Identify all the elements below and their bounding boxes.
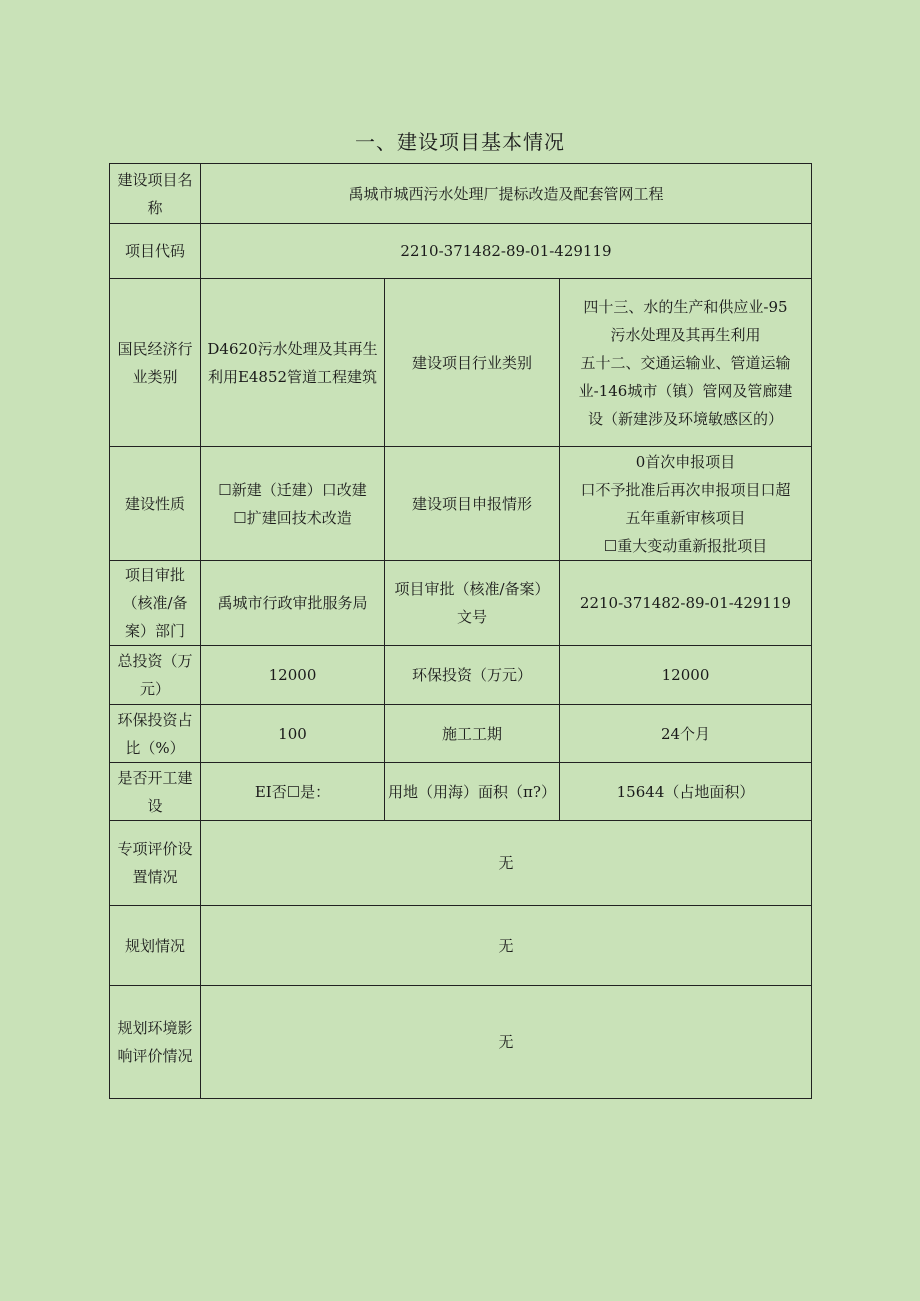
land-area-value: 15644（占地面积） [560,763,812,821]
env-investment-label: 环保投资（万元） [385,646,560,705]
row-investment [110,646,812,705]
row-special-eval [110,821,812,906]
industry-value: D4620污水处理及其再生利用E4852管道工程建筑 [201,279,385,447]
planning-eia-value: 无 [201,986,812,1099]
nature-value [201,447,385,561]
env-ratio-value: 100 [201,705,385,763]
industry-label: 国民经济行业类别 [110,279,201,447]
planning-eia-label: 规划环境影响评价情况 [110,986,201,1099]
declaration-option-line: 五年重新审核项目 [625,508,746,527]
nature-option-line: ☐新建（迁建）口改建 [218,480,367,499]
row-industry [110,279,812,447]
industry-category-line: 四十三、水的生产和供应业-95 [583,297,788,316]
industry-category-label: 建设项目行业类别 [385,279,560,447]
special-eval-label: 专项评价设置情况 [110,821,201,906]
started-value: EI否☐是： [201,763,385,821]
nature-label: 建设性质 [110,447,201,561]
declaration-option-line: 0首次申报项目 [635,452,736,471]
env-ratio-label: 环保投资占比（%） [110,705,201,763]
row-approval [110,561,812,646]
planning-value: 无 [201,906,812,986]
project-name-value: 禹城市城西污水处理厂提标改造及配套管网工程 [201,164,812,224]
section-title: 一、建设项目基本情况 [355,130,565,154]
declaration-value [560,447,812,561]
approval-number-label: 项目审批（核准/备案）文号 [385,561,560,646]
row-planning-eia [110,986,812,1099]
approval-dept-label: 项目审批（核准/备案）部门 [110,561,201,646]
declaration-label: 建设项目申报情形 [385,447,560,561]
construction-period-value: 24个月 [560,705,812,763]
special-eval-value: 无 [201,821,812,906]
project-info-table [109,163,812,1099]
declaration-option-line: 口不予批准后再次申报项目口超 [580,480,791,499]
industry-category-line: 污水处理及其再生利用 [610,325,761,344]
env-investment-value: 12000 [560,646,812,705]
project-code-label: 项目代码 [110,224,201,279]
industry-category-value [560,279,812,447]
nature-option-line: ☐扩建回技术改造 [233,508,352,527]
land-area-label: 用地（用海）面积（π?） [385,763,560,821]
total-investment-value: 12000 [201,646,385,705]
industry-category-line: 设（新建涉及环境敏感区的） [587,409,783,428]
approval-number-value: 2210-371482-89-01-429119 [560,561,812,646]
construction-period-label: 施工工期 [385,705,560,763]
project-code-value: 2210-371482-89-01-429119 [201,224,812,279]
row-planning [110,906,812,986]
project-name-label: 建设项目名称 [110,164,201,224]
declaration-option-line: ☐重大变动重新报批项目 [603,536,768,555]
row-project-code [110,224,812,279]
row-nature [110,447,812,561]
started-label: 是否开工建设 [110,763,201,821]
row-env-ratio [110,705,812,763]
industry-category-line: 五十二、交通运输业、管道运输 [580,353,791,372]
row-project-name [110,164,812,224]
approval-dept-value: 禹城市行政审批服务局 [201,561,385,646]
total-investment-label: 总投资（万元） [110,646,201,705]
planning-label: 规划情况 [110,906,201,986]
row-started [110,763,812,821]
industry-category-line: 业-146城市（镇）管网及管廊建 [578,381,793,400]
